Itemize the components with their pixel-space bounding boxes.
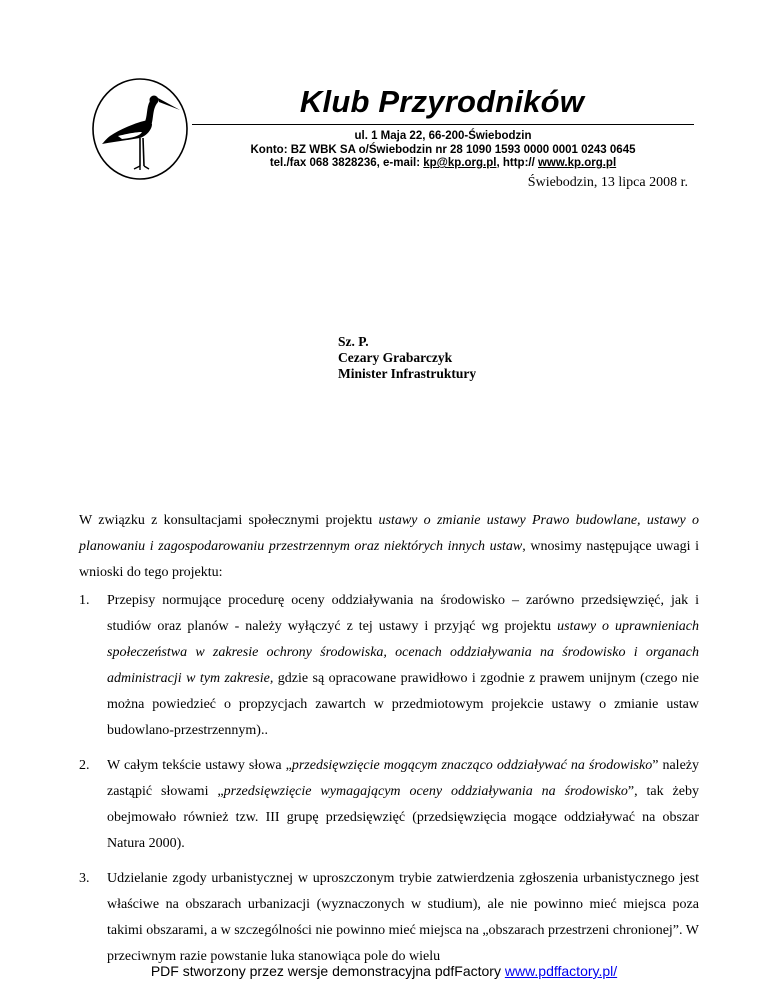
contact-line [192, 157, 694, 171]
addressee-name: Cezary Grabarczyk [338, 350, 453, 365]
list-item-text: ”, tak żeby obejmowało również tzw. III grupę przedsięwzięć (przedsięwzięcia mogące oddziaływać na obszar Natura 2000). [107, 784, 699, 851]
website-link[interactable]: www.kp.org.pl [537, 157, 617, 169]
list-item [79, 588, 699, 744]
list-item-italic: przedsięwzięcie mogącym znacząco oddziaływać na środowisko [291, 758, 653, 773]
list-item-text: Przepisy normujące procedurę oceny oddziaływania na środowisko – zarówno przedsięwzięć, jak i studiów oraz planów - należy wyłączyć z tej ustawy i przyjąć wg projektu [107, 593, 699, 634]
list-item-text: gdzie są opracowane prawidłowo i zgodnie z prawem unijnym (czego nie można powiedzieć o propzycjach zawartch w przedmiotowym projekcie ustawy o zmianie ustaw budowlano-przestrzennym).. [107, 671, 700, 738]
addressee-block [338, 334, 476, 382]
org-name: Klub Przyrodników [299, 84, 585, 119]
stork-logo [88, 76, 192, 182]
intro-paragraph [79, 508, 699, 586]
email-link[interactable]: kp@kp.org.pl [423, 157, 497, 169]
phone-text: tel./fax 068 3828236, e-mail: [269, 157, 424, 169]
list-item-number: 2. [79, 758, 90, 773]
footer-text: PDF stworzony przez wersje demonstracyjna pdfFactory [150, 963, 505, 979]
list-item-text: ” należy zastąpić słowami „ [107, 758, 699, 799]
addressee-salutation: Sz. P. [338, 334, 369, 349]
list-item [79, 866, 699, 970]
address-line: ul. 1 Maja 22, 66-200-Świebodzin [354, 130, 532, 142]
letter-date: Świebodzin, 13 lipca 2008 r. [527, 175, 688, 190]
list-item-number: 1. [79, 593, 90, 608]
contact-block [192, 130, 694, 171]
footer-link[interactable]: www.pdffactory.pl/ [504, 963, 618, 979]
list-item [79, 753, 699, 857]
list-item-italic: ustawy o uprawnieniach społeczeństwa w zakresie ochrony środowiska, ocenach oddziaływania na środowisko i organach administracji w tym zakresie, [107, 619, 699, 686]
intro-text: W związku z konsultacjami społecznymi projektu [79, 513, 379, 528]
stork-icon [88, 76, 192, 182]
addressee-title: Minister Infrastruktury [338, 366, 477, 381]
web-prefix: , http:// [496, 157, 538, 169]
list-item-italic: przedsięwzięcie wymagającym oceny oddziaływania na środowisko [223, 784, 628, 799]
account-line: Konto: BZ WBK SA o/Świebodzin nr 28 1090 1593 0000 0001 0243 0645 [250, 143, 636, 156]
list-item-text: W całym tekście ustawy słowa „ [107, 758, 292, 773]
list-item-text: Udzielanie zgody urbanistycznej w uproszczonym trybie zatwierdzenia zgłoszenia urbanistycznego jest właściwe na obszarach urbanizacji (wyznaczonych w studium), ale nie powinno mieć miejsca poza takimi obszarami, a w szczególności nie powinno mieć miejsca na „obszarach przestrzeni chronionej”. W przeciwnym razie powstanie luka stanowiąca pole do wielu [107, 871, 699, 964]
remarks-list [79, 588, 699, 979]
intro-law-title: ustawy o zmianie ustawy Prawo budowlane, ustawy o planowaniu i zagospodarowaniu przestrzennym oraz niektórych innych ustaw [79, 513, 700, 554]
intro-text-end: , wnosimy następujące uwagi i wnioski do tego projektu: [79, 539, 699, 580]
letterhead-rule [192, 124, 694, 125]
pdf-footer [0, 962, 768, 980]
list-item-number: 3. [79, 871, 90, 886]
